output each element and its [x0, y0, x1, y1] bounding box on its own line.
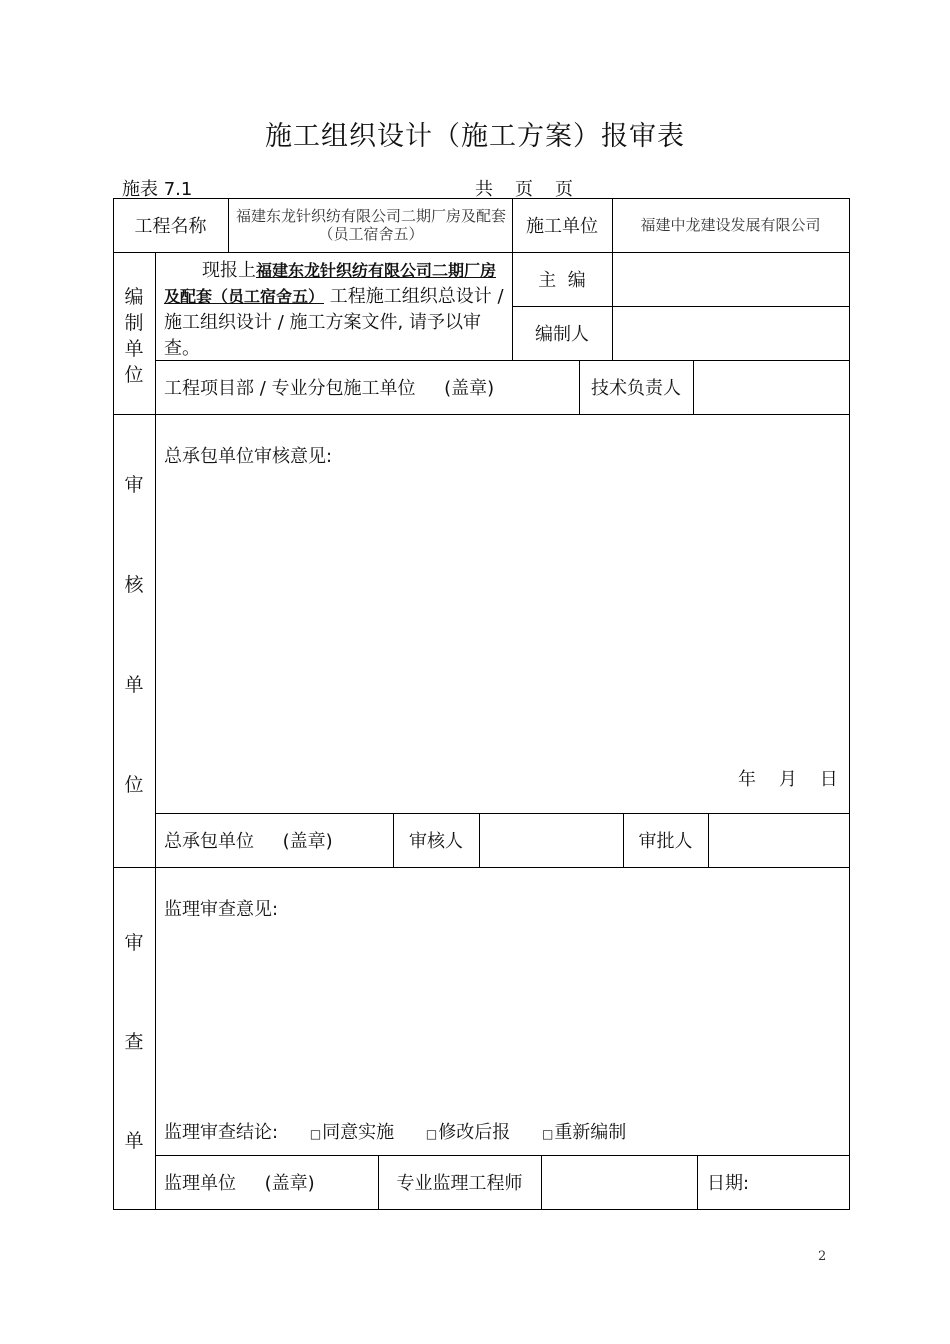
chief-editor-label: 主 编 — [538, 270, 586, 291]
general-contractor-opinion-field[interactable] — [156, 426, 849, 756]
side-char: 单 — [124, 338, 144, 360]
project-dept-stamp: 工程项目部 / 专业分包施工单位 (盖章) — [164, 378, 495, 399]
side-char: 编 — [124, 286, 144, 308]
submission-statement — [164, 258, 509, 362]
contractor-value: 福建中龙建设发展有限公司 — [640, 216, 821, 234]
form-number: 施表 7.1 — [122, 179, 193, 200]
editor-field[interactable] — [613, 307, 849, 360]
side-char: 单 — [124, 1130, 144, 1152]
statement-project: 福建东龙针织纺有限公司二期厂房及配套（员工宿舍五） — [164, 261, 497, 306]
review-date: 年 月 日 — [738, 769, 838, 790]
section-compile-unit-label — [114, 284, 154, 388]
page-count-page2: 页 — [555, 179, 573, 200]
project-name-label: 工程名称 — [134, 216, 207, 237]
editor-label: 编制人 — [535, 324, 589, 345]
checkbox-icon[interactable]: □ — [425, 1127, 438, 1141]
option-label: 重新编制 — [554, 1122, 627, 1143]
side-char: 审 — [124, 474, 144, 496]
checkbox-icon[interactable]: □ — [541, 1127, 554, 1141]
contractor-label: 施工单位 — [526, 216, 598, 237]
approver-field[interactable] — [709, 814, 849, 867]
option-label: 修改后报 — [438, 1122, 511, 1143]
reviewer-field[interactable] — [480, 814, 623, 867]
page-count-total: 共 — [475, 179, 493, 200]
section-inspection-unit-label — [114, 928, 154, 1156]
supervision-conclusion — [164, 1118, 626, 1144]
tech-lead-field[interactable] — [694, 361, 849, 414]
side-char: 单 — [124, 674, 144, 696]
statement-suffix: 工程施工组织总设计 / 施工组织设计 / 施工方案文件, 请予以审查。 — [164, 286, 504, 359]
general-contractor-stamp: 总承包单位 (盖章) — [164, 831, 333, 852]
supervision-opinion-label: 监理审查意见: — [164, 899, 279, 920]
reviewer-label: 审核人 — [409, 831, 463, 852]
project-name-value: 福建东龙针织纺有限公司二期厂房及配套（员工宿舍五） — [235, 207, 506, 243]
chief-editor-field[interactable] — [613, 253, 849, 306]
supervision-engineer-label: 专业监理工程师 — [396, 1173, 523, 1194]
tech-lead-label: 技术负责人 — [591, 378, 681, 399]
side-char: 位 — [124, 774, 144, 796]
side-char: 核 — [124, 574, 144, 596]
side-char: 审 — [124, 932, 144, 954]
page-count-page1: 页 — [515, 179, 533, 200]
section-review-unit-label — [114, 470, 154, 800]
checkbox-icon[interactable]: □ — [309, 1127, 322, 1141]
supervision-engineer-field[interactable] — [542, 1156, 697, 1209]
side-char: 查 — [124, 1031, 144, 1053]
general-contractor-opinion-label: 总承包单位审核意见: — [164, 446, 333, 467]
option-label: 同意实施 — [322, 1122, 395, 1143]
statement-prefix: 现报上 — [202, 260, 256, 281]
supervision-unit-stamp: 监理单位 (盖章) — [164, 1173, 315, 1194]
option-approve[interactable] — [310, 1122, 394, 1143]
side-char: 位 — [124, 364, 144, 386]
conclusion-label: 监理审查结论: — [164, 1122, 279, 1143]
page-title: 施工组织设计（施工方案）报审表 — [265, 121, 685, 152]
side-char: 制 — [124, 312, 144, 334]
supervision-date-label: 日期: — [707, 1173, 750, 1194]
approver-label: 审批人 — [638, 831, 693, 852]
option-recompile[interactable] — [542, 1122, 626, 1143]
option-revise[interactable] — [426, 1122, 510, 1143]
supervision-opinion-field[interactable] — [156, 880, 849, 1100]
page-number: 2 — [818, 1249, 827, 1264]
